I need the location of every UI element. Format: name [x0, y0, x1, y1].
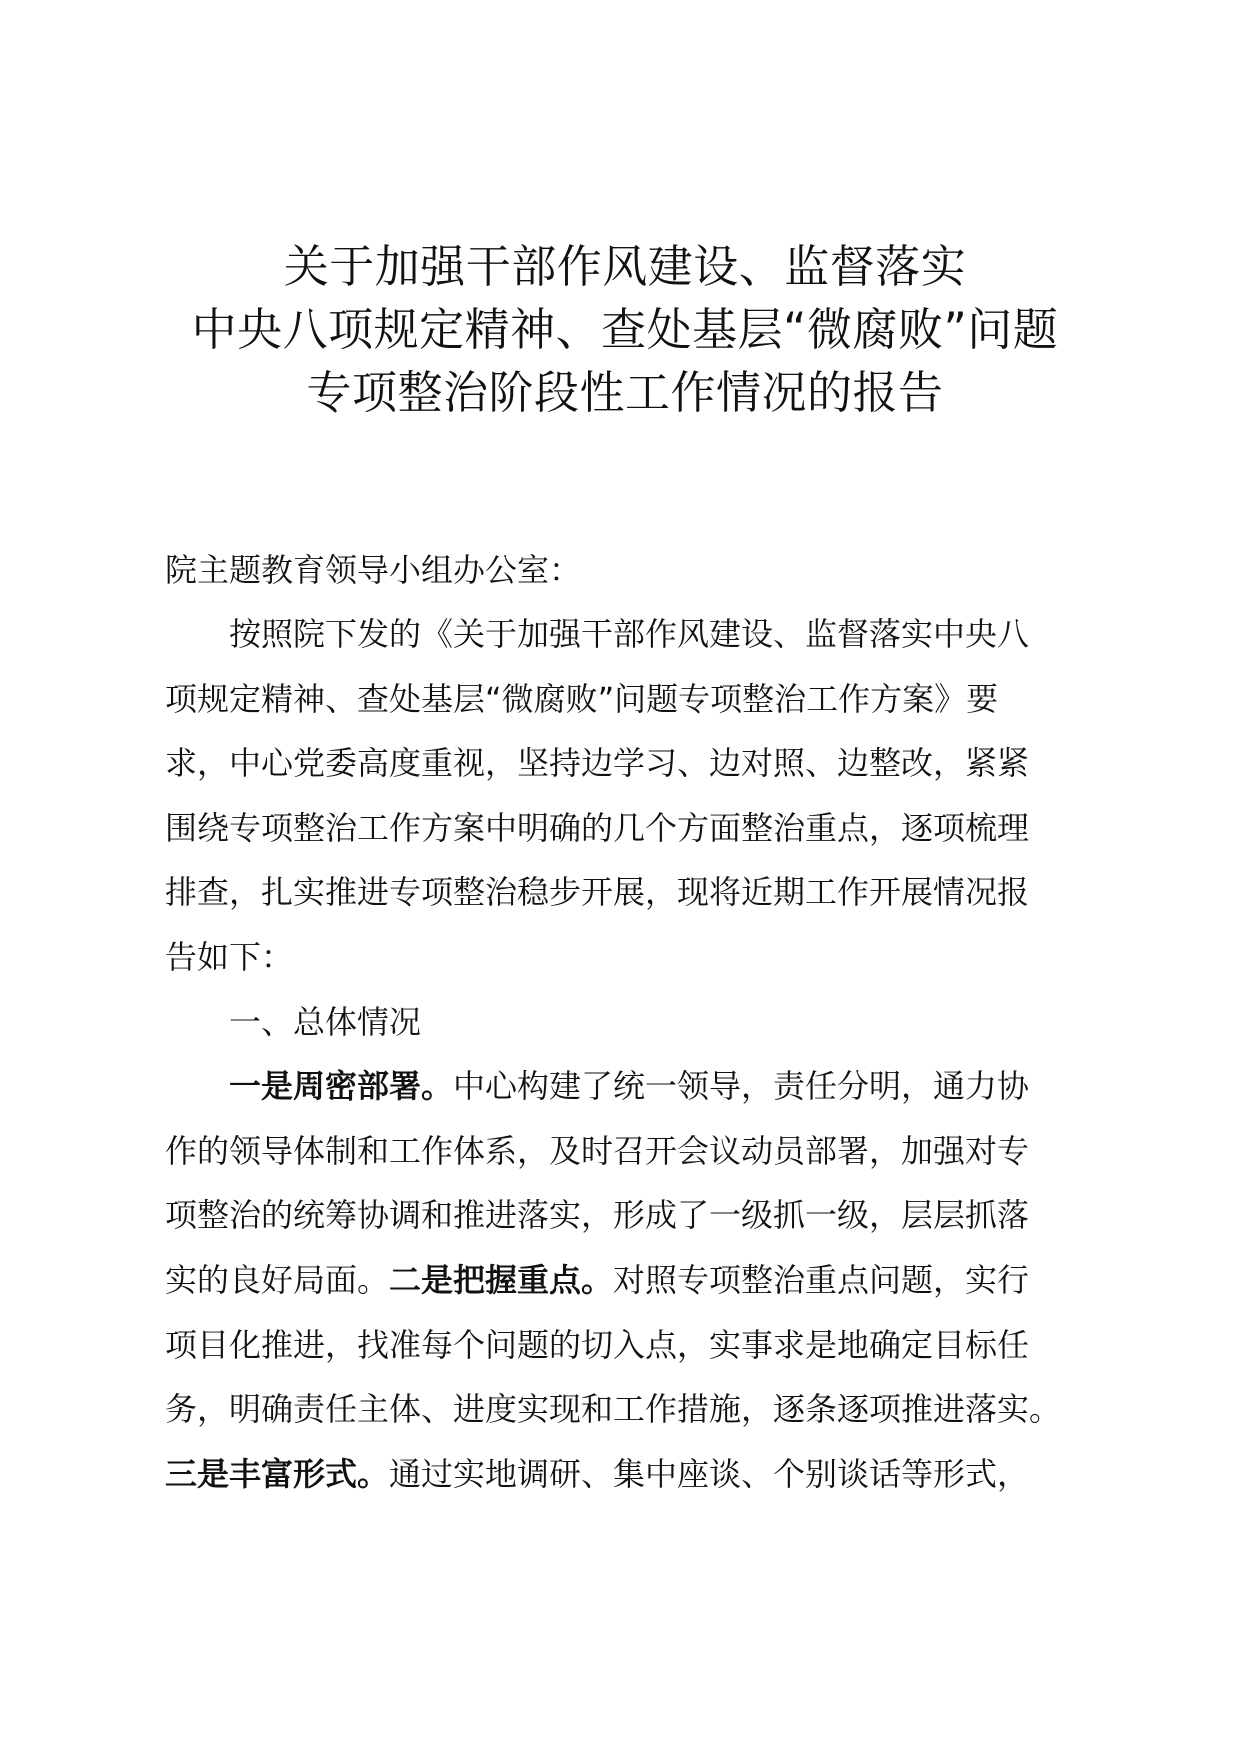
point-one-end: 实的良好局面。 [165, 1260, 390, 1299]
point-two-heading: 二是把握重点。 [389, 1260, 614, 1299]
body-line-4 [165, 1248, 1085, 1313]
document-title [165, 235, 1085, 424]
title-line-1: 关于加强干部作风建设、监督落实 [283, 240, 967, 293]
section-heading-block [165, 990, 1085, 1055]
body-line-1 [165, 1054, 1085, 1119]
section-heading: 一、总体情况 [229, 1002, 422, 1041]
intro-line-3: 求，中心党委高度重视，坚持边学习、边对照、边整改，紧紧 [165, 744, 1030, 783]
point-one-heading: 一是周密部署。 [229, 1067, 454, 1106]
document-page [165, 235, 1085, 1506]
point-three-text: 通过实地调研、集中座谈、个别谈话等形式， [389, 1454, 1030, 1493]
point-two-text: 对照专项整治重点问题，实行 [613, 1260, 1030, 1299]
body-line-6: 务，明确责任主体、进度实现和工作措施，逐条逐项推进落实。 [165, 1390, 1062, 1429]
intro-line-4: 围绕专项整治工作方案中明确的几个方面整治重点，逐项梳理 [165, 808, 1030, 847]
intro-line-5: 排查，扎实推进专项整治稳步开展，现将近期工作开展情况报 [165, 873, 1030, 912]
title-line-2: 中央八项规定精神、查处基层“微腐败”问题 [191, 303, 1059, 356]
intro-line-2: 项规定精神、查处基层“微腐败”问题专项整治工作方案》要 [165, 679, 999, 718]
body-line-2: 作的领导体制和工作体系，及时召开会议动员部署，加强对专 [165, 1131, 1030, 1170]
intro-line-1: 按照院下发的《关于加强干部作风建设、监督落实中央八 [229, 615, 1030, 653]
body-line-5: 项目化推进，找准每个问题的切入点，实事求是地确定目标任 [165, 1325, 1030, 1364]
intro-line-6: 告如下： [165, 937, 294, 976]
intro-paragraph [165, 602, 1085, 990]
body-line-7 [165, 1442, 1085, 1507]
point-three-heading: 三是丰富形式。 [165, 1454, 390, 1493]
title-line-3: 专项整治阶段性工作情况的报告 [306, 366, 944, 419]
point-one-text: 中心构建了统一领导，责任分明，通力协 [453, 1067, 1030, 1106]
salutation: 院主题教育领导小组办公室： [165, 551, 582, 589]
body-line-3: 项整治的统筹协调和推进落实，形成了一级抓一级，层层抓落 [165, 1196, 1030, 1235]
overview-paragraph [165, 1054, 1085, 1506]
